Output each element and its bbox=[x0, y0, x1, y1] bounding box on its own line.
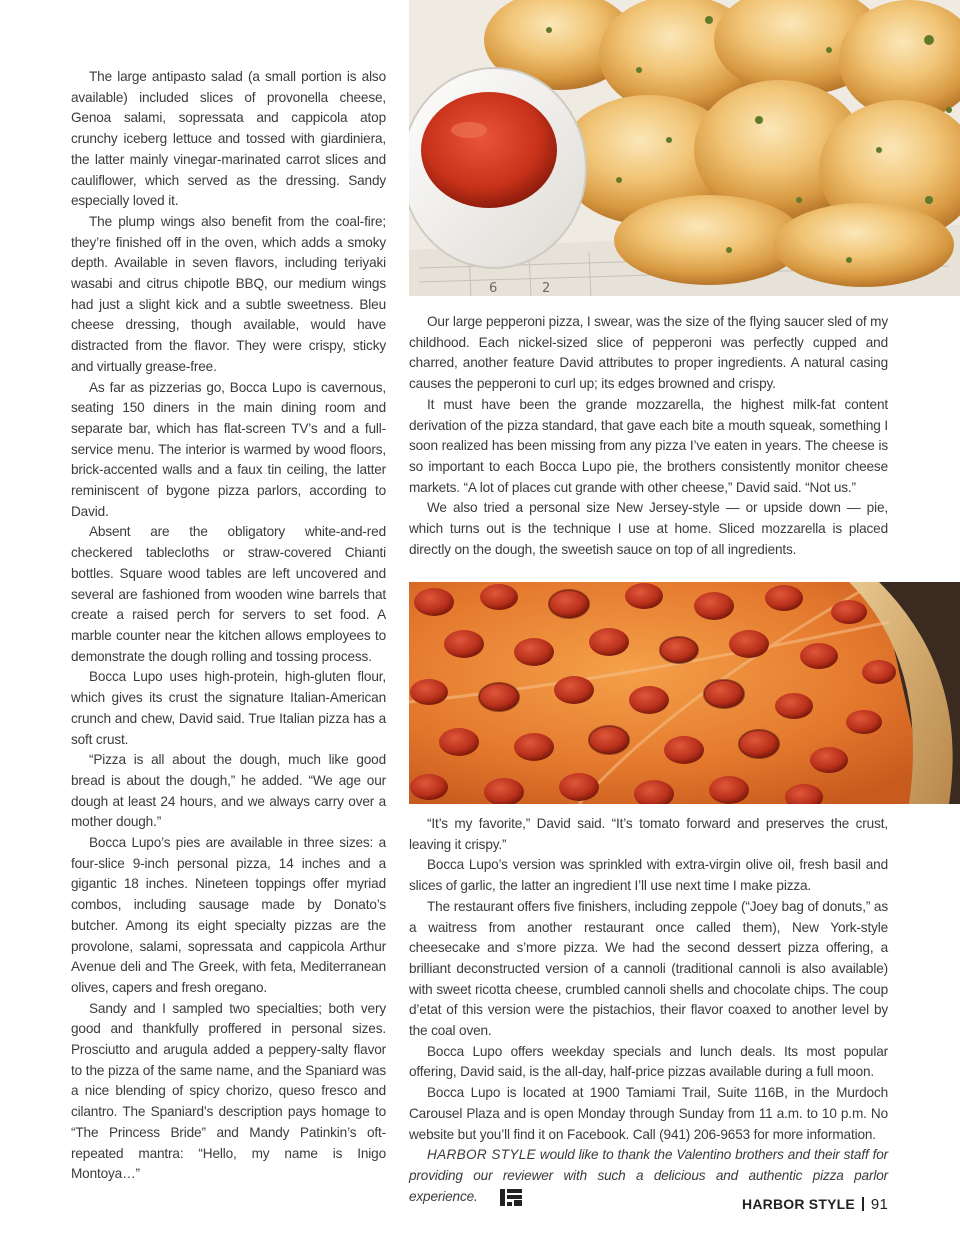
closing-thanks-text: would like to thank the Valentino brothers and their staff for providing our reviewer with such a delicious and authentic pizza parlor experience. bbox=[409, 1147, 888, 1204]
paragraph-olive-oil: Bocca Lupo’s version was sprinkled with extra-virgin olive oil, fresh basil and slices of garlic, the latter an ingredient I’ll use next time I make pizza. bbox=[409, 857, 888, 894]
footer-magazine-name: HARBOR STYLE bbox=[742, 1196, 855, 1212]
paragraph-new-jersey-style: We also tried a personal size New Jersey-style — or upside down — pie, which turns out is the technique I use at home. Sliced mozzarella is placed directly on the dough, the sweetish sauce on top of all ingredients. bbox=[409, 500, 888, 557]
paragraph-location: Bocca Lupo is located at 1900 Tamiami Trail, Suite 116B, in the Murdoch Carousel Plaza and is open Monday through Sunday from 11 a.m. to 10 p.m. No website but you’ll find it on Facebook. Call (941) 206-9653 for more information. bbox=[409, 1085, 888, 1142]
garlic-knots-photo bbox=[409, 0, 960, 296]
footer-divider bbox=[862, 1197, 864, 1211]
end-mark-icon bbox=[482, 1189, 504, 1206]
pepperoni-pizza-photo bbox=[409, 582, 960, 804]
paragraph-pepperoni-pizza: Our large pepperoni pizza, I swear, was the size of the flying saucer sled of my childhood. Each nickel-sized slice of pepperoni was perfectly cupped and charred, another feature David attributes to proper ingredients. A natural casing causes the pepperoni to curl up; its edges browned and crispy. bbox=[409, 314, 888, 392]
paragraph-desserts: The restaurant offers five finishers, including zeppole (“Joey bag of donuts,” as a waitress from another restaurant once called them), New York-style cheesecake and s’more pizza. We had the second dessert pizza offering, a brilliant deconstructed version of a cannoli (traditional cannoli is also available) with sweet ricotta cheese, crumbled cannoli shells and chocolate chips. The coup d’etat of this version were the pistachios, their flavor coaxed to another level by the coal oven. bbox=[409, 898, 888, 1039]
article-left-column bbox=[71, 67, 386, 1185]
article-right-column-bottom bbox=[409, 814, 888, 1207]
paragraph-specials: Bocca Lupo offers weekday specials and lunch deals. Its most popular offering, David said, is the all-day, half-price pizzas available during a full moon. bbox=[409, 1043, 888, 1080]
svg-text:2: 2 bbox=[542, 281, 551, 296]
page-number: 91 bbox=[870, 1196, 888, 1213]
paragraph-favorite-quote: “It’s my favorite,” David said. “It’s tomato forward and preserves the crust, leaving it crispy.” bbox=[409, 816, 888, 852]
paragraph-decor: Absent are the obligatory white-and-red checkered tablecloths or straw-covered Chianti bottles. Square wood tables are left uncovered and several are fashioned from wooden wine barrels that create a raised perch for servers to set food. A marble counter near the kitchen allows employees to demonstrate the dough rolling and tossing process. bbox=[71, 524, 386, 664]
page-footer bbox=[742, 1196, 888, 1213]
paragraph-interior: As far as pizzerias go, Bocca Lupo is cavernous, seating 150 diners in the main dining room and separate bar, which has flat-screen TV’s and a full-service menu. The interior is warmed by wood floors, brick-accented walls and a faux tin ceiling, the latter reminiscent of bygone pizza parlors, according to David. bbox=[71, 379, 386, 519]
paragraph-flour: Bocca Lupo uses high-protein, high-gluten flour, which gives its crust the signature Italian-American crunch and chew, David said. True Italian pizza has a soft crust. bbox=[71, 669, 386, 747]
paragraph-dough-quote: “Pizza is all about the dough, much like good bread is about the dough,” he added. “We age our dough at least 24 hours, and we always carry over a mother dough.” bbox=[71, 752, 386, 830]
paragraph-specialties: Sandy and I sampled two specialties; both very good and thankfully proffered in personal sizes. Prosciutto and arugula added a peppery-salty flavor to the pizza of the same name, and the Spaniard was a nice blending of spicy chorizo, queso fresco and cilantro. The Spaniard’s description pays homage to “The Princess Bride” and Mandy Patinkin’s oft-repeated mantra: “Hello, my name is Inigo Montoya…” bbox=[71, 1000, 386, 1182]
article-right-column-top bbox=[409, 312, 888, 560]
paragraph-antipasto: The large antipasto salad (a small portion is also available) included slices of provonella cheese, Genoa salami, sopressata and cappicola atop crunchy iceberg lettuce and tossed with giardiniera, the latter mainly vinegar-marinated carrot slices and cauliflower, which served as the dressing. Sandy especially loved it. bbox=[71, 69, 386, 209]
closing-magazine-name: HARBOR STYLE bbox=[427, 1147, 536, 1163]
paragraph-sizes: Bocca Lupo’s pies are available in three sizes: a four-slice 9-inch personal pizza, 14 inches and a gigantic 18 inches. Nineteen toppings offer myriad combos, including sausage made by Donato’s butcher. Among its eight specialty pizzas are the provolone, salami, sopressata and cappicola Arthur Avenue deli and The Greek, with feta, Mediterranean olives, capers and fresh oregano. bbox=[71, 835, 386, 995]
svg-text:6: 6 bbox=[489, 281, 498, 296]
paragraph-mozzarella: It must have been the grande mozzarella, the highest milk-fat content derivation of the pizza standard, that gave each bite a mouth squeak, something I soon realized has been missing from any pizza I’ve eaten in years. The cheese is so important to each Bocca Lupo pie, the brothers consistently monitor cheese markets. “A lot of places cut grande with other cheese,” David said. “Not us.” bbox=[409, 396, 888, 495]
paragraph-wings: The plump wings also benefit from the coal-fire; they’re finished off in the oven, which adds a smoky depth. Available in seven flavors, including teriyaki wasabi and citrus chipotle BBQ, our medium wings had just a slight kick and a subtle sweetness. Bleu cheese dressing, though available, would have distracted from the flavor. They were crispy, sticky and virtually grease-free. bbox=[71, 213, 386, 374]
